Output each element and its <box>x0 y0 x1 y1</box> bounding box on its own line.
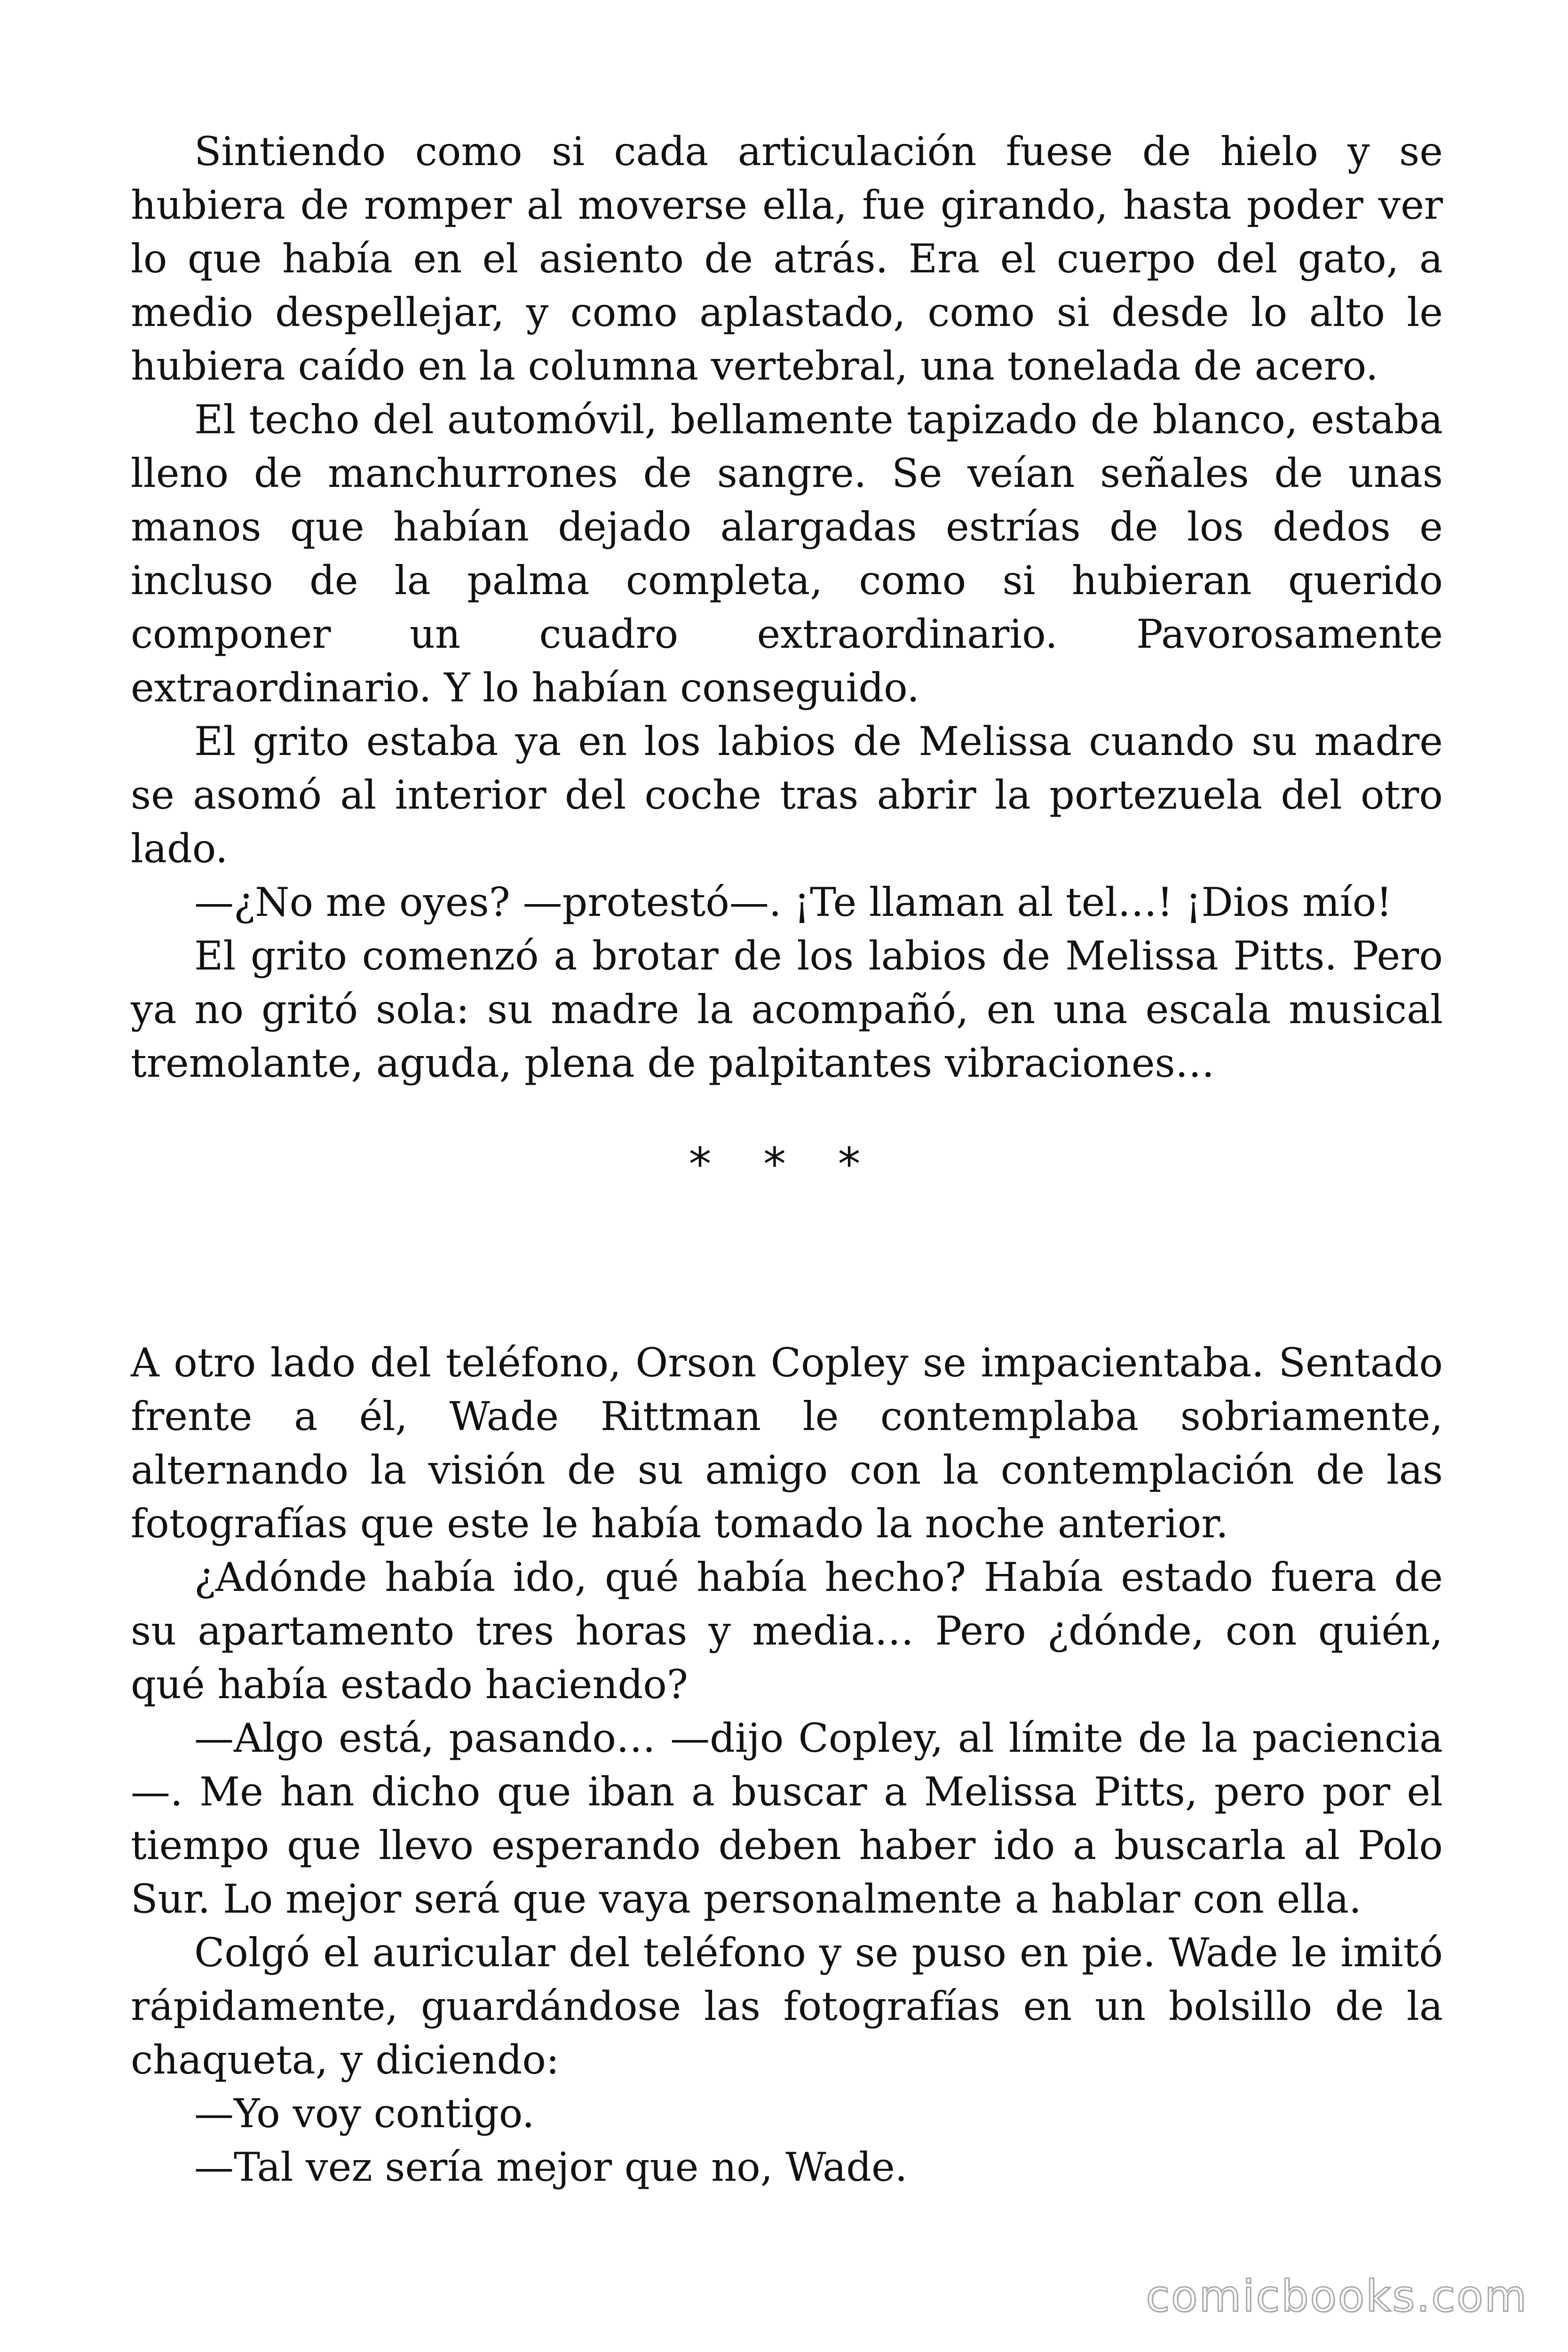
watermark-logo: comicbooks.com <box>1146 2271 1528 2321</box>
paragraph: —Yo voy contigo. <box>194 2090 535 2137</box>
paragraph: —Algo está, pasando… —dijo Copley, al límite de la paciencia—. Me han dicho que iban a buscar a Melissa Pitts, pero por el tiempo que llevo esperando deben haber ido a buscarla al Polo Sur. Lo mejor será que vaya personalmente a hablar con ella. <box>131 1715 1443 1922</box>
paragraph: El techo del automóvil, bellamente tapizado de blanco, estaba lleno de manchurrones de sangre. Se veían señales de unas manos que habían dejado alargadas estrías de los dedos e incluso de la palma completa, como si hubieran querido componer un cuadro extraordinario. Pavorosamente extraordinario. Y lo habían conseguido. <box>131 397 1443 711</box>
text-section-before-break <box>131 125 1443 1090</box>
paragraph: —¿No me oyes? —protestó—. ¡Te llaman al tel…! ¡Dios mío! <box>194 879 1392 925</box>
paragraph: Colgó el auricular del teléfono y se puso en pie. Wade le imitó rápidamente, guardándose las fotografías en un bolsillo de la chaqueta, y diciendo: <box>131 1930 1443 2083</box>
paragraph: A otro lado del teléfono, Orson Copley se impacientaba. Sentado frente a él, Wade Rittman le contemplaba sobriamente, alternando la visión de su amigo con la contemplación de las fotografías que este le había tomado la noche anterior. <box>131 1340 1443 1547</box>
text-section-after-break <box>131 1336 1443 2194</box>
paragraph: El grito estaba ya en los labios de Melissa cuando su madre se asomó al interior del coche tras abrir la portezuela del otro lado. <box>131 718 1443 872</box>
paragraph: El grito comenzó a brotar de los labios de Melissa Pitts. Pero ya no gritó sola: su madre la acompañó, en una escala musical tremolante, aguda, plena de palpitantes vibraciones… <box>131 933 1443 1086</box>
paragraph: —Tal vez sería mejor que no, Wade. <box>194 2144 908 2190</box>
paragraph: ¿Adónde había ido, qué había hecho? Había estado fuera de su apartamento tres horas y media… Pero ¿dónde, con quién, qué había estado haciendo? <box>131 1554 1443 1708</box>
paragraph: Sintiendo como si cada articulación fuese de hielo y se hubiera de romper al moverse ella, fue girando, hasta poder ver lo que había en el asiento de atrás. Era el cuerpo del gato, a medio despellejar, y como aplastado, como si desde lo alto le hubiera caído en la columna vertebral, una tonelada de acero. <box>131 128 1443 389</box>
scene-break-asterisks: * * * <box>689 1138 879 1191</box>
